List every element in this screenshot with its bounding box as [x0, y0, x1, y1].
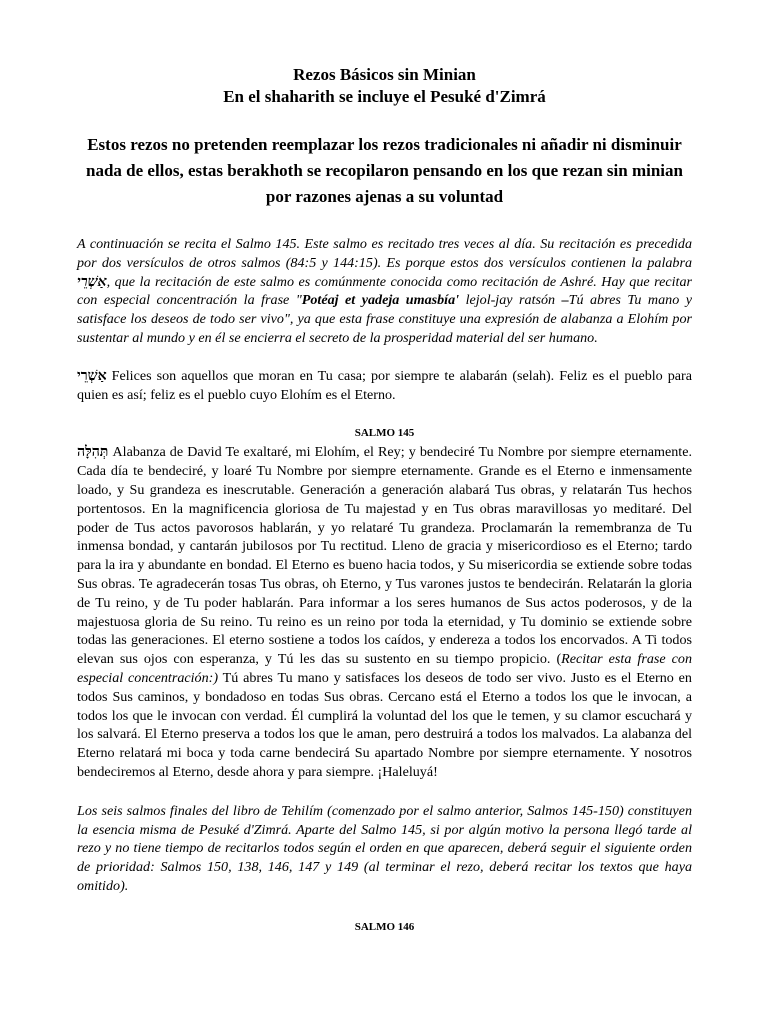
psalm-145-heading: SALMO 145 — [354, 427, 415, 440]
intro-text-1: A continuación se recita el Salmo 145. Este salmo es recitado tres veces al día. Su recitación es precedida por dos versículos de otros salmos (84:5 y 144:15). Es porque estos dos versículos contienen la palabra — [77, 236, 692, 271]
psalm-145-hebrew: תְּהִלָּה — [77, 444, 109, 461]
document-title — [77, 64, 692, 108]
intro-dash: – — [561, 292, 569, 309]
intro-text-4: Tú abres Tu mano y satisface los deseos de todo ser vivo", ya que esta frase constituye una expresión de alabanza a Elohím por sustentar al mundo y en él se encierra el secreto de la prosperidad material del ser humano. — [77, 292, 693, 346]
psalm-145-body-1: Alabanza de David Te exaltaré, mi Elohím, el Rey; y bendeciré Tu Nombre por siempre eternamente. Cada día te bendeciré, y loaré Tu Nombre por siempre eternamente. Grande es el Eterno e inmensamente loado, y Su grandeza es inescrutable. Generación a generación alabará Tus obras, y relatarán Tus hechos portentosos. En la magnificencia gloriosa de Tu majestad y en Tus obras maravillosas yo meditaré. Del poder de Tus actos pavorosos hablarán, y yo relataré Tu grandeza. Proclamarán la remembranza de Tu inmensa bondad, y cantarán jubilosos por Tu rectitud. Lleno de gracia y misericordioso es el Eterno; tardo para la ira y abundante en bondad. El Eterno es bueno hacia todos, y Su misericordia se extiende sobre todas Sus obras. Te agradecerán tosas Tus obras, oh Eterno, y Tus varones justos te bendecirán. Relatarán la gloria de Tu reino, y de Tu poder hablarán. Para informar a los seres humanos de Sus actos poderosos, y de la majestuosa gloria de Su reino. Tu reino es un reino por toda la eternidad, y Tu dominio se extiende sobre todas las generaciones. El eterno sostiene a todos los caídos, y endereza a todos los encorvados. A Ti todos elevan sus ojos con esperanza, y Tú les das su sustento en su tiempo propicio. ( — [77, 444, 692, 668]
psalm-145-body-2: Tú abres Tu mano y satisfaces los deseos de todo ser vivo. Justo es el Eterno en todos Sus caminos, y bondadoso en todas Sus obras. Cercano está el Eterno a todos los que le invocan, a todos los que le invocan con verdad. Él cumplirá la voluntad del los que le temen, y su clamor escuchará y los salvará. El Eterno preserva a todos los que le aman, pero destruirá a todos los malvados. La alabanza del Eterno relatará mi boca y toda carne bendecirá Su apartado Nombre por siempre eternamente. Y nosotros bendeciremos al Eterno, desde ahora y para siempre. ¡Haleluyá! — [77, 669, 692, 780]
ashrei-text: Felices son aquellos que moran en Tu casa; por siempre te alabarán (selah). Feliz es el pueblo para quien es así; feliz es el pueblo cuyo Elohím es el Eterno. — [77, 367, 692, 403]
document-subtitle: Estos rezos no pretenden reemplazar los rezos tradicionales ni añadir ni disminuir nada de ellos, estas berakhoth se recopilaron pensando en los que rezan sin minian por razones ajenas a su voluntad — [86, 135, 683, 206]
title-line-2: En el shaharith se incluye el Pesuké d'Zimrá — [223, 87, 546, 106]
intro-emphasis: Potéaj et yadeja umasbía' — [301, 292, 460, 309]
outro-paragraph: Los seis salmos finales del libro de Tehilím (comenzado por el salmo anterior, Salmos 145-150) constituyen la esencia misma de Pesuké d'Zimrá. Aparte del Salmo 145, si por algún motivo la persona llegó tarde al rezo y no tiene tiempo de recitarlos todos según el orden en que aparecen, deberá seguir el siguiente orden de prioridad: Salmos 150, 138, 146, 147 y 149 (al terminar el rezo, deberá recitar los textos que haya omitido). — [77, 802, 692, 894]
intro-text-3: lejol-jay ratsón — [459, 292, 562, 309]
title-line-1: Rezos Básicos sin Minian — [293, 65, 476, 84]
ashrei-hebrew: אַשְׁרֵי — [77, 367, 107, 384]
intro-paragraph — [77, 235, 692, 348]
psalm-146-heading: SALMO 146 — [354, 920, 415, 933]
ashrei-paragraph — [77, 367, 692, 405]
intro-hebrew-word: אַשְׁרֵי — [77, 273, 107, 290]
intro-text-2: , que la recitación de este salmo es comúnmente conocida como recitación de Ashré. Hay que recitar con especial concentración la frase " — [77, 273, 692, 309]
psalm-145-text — [77, 443, 692, 781]
document-page — [77, 64, 692, 934]
psalm-145-note: Recitar esta frase con especial concentración:) — [77, 651, 692, 686]
